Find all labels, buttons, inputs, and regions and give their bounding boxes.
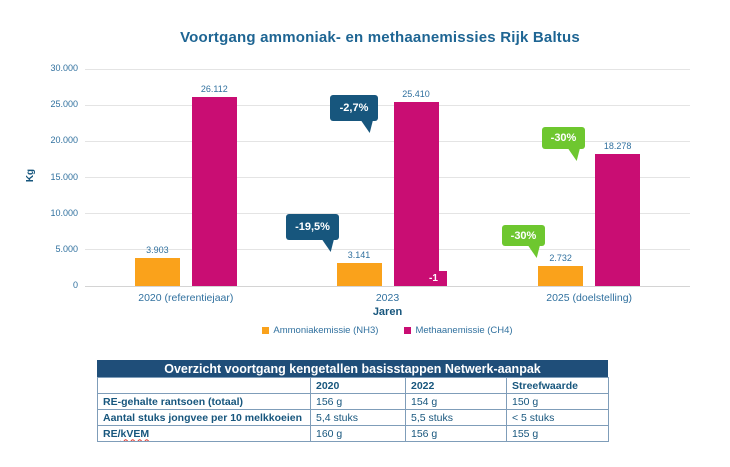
row-label-misspelled-word: kVEM <box>120 427 150 440</box>
row-label-re-kvem <box>98 426 311 442</box>
kpi-table-grid <box>97 377 609 442</box>
table-title: Overzicht voortgang kengetallen basisstappen Netwerk-aanpak <box>97 360 608 377</box>
gridline <box>85 69 690 70</box>
y-tick-label: 30.000 <box>50 63 78 73</box>
legend-item <box>404 325 512 336</box>
row-label-re-gehalte: RE-gehalte rantsoen (totaal) <box>98 394 311 410</box>
plot-area <box>85 69 690 286</box>
table-row <box>98 394 609 410</box>
chart-legend <box>85 325 690 336</box>
y-tick-label: 5.000 <box>55 243 78 254</box>
callout--30: -30% <box>542 127 585 149</box>
bar-value-label: 2.732 <box>549 253 572 264</box>
x-category-label: 2023 <box>375 292 400 304</box>
y-tick-label: 0 <box>72 280 78 290</box>
cell-value: 5,5 stuks <box>406 410 507 426</box>
legend-label: Ammoniakemissie (NH3) <box>273 325 379 336</box>
bar-ammoniak <box>135 258 180 286</box>
table-header-row <box>98 378 609 394</box>
bar-value-label: 3.903 <box>146 244 169 255</box>
bar-methaan <box>595 154 640 286</box>
kpi-table <box>97 360 608 442</box>
header-empty <box>98 378 311 394</box>
cell-value: 150 g <box>507 394 609 410</box>
bar-methaan <box>394 102 439 286</box>
cell-value: 155 g <box>507 426 609 442</box>
header-2020: 2020 <box>311 378 406 394</box>
x-category-label: 2025 (doelstelling) <box>546 292 633 304</box>
gridline <box>85 105 690 106</box>
header-2022: 2022 <box>406 378 507 394</box>
cell-value: 160 g <box>311 426 406 442</box>
table-row <box>98 410 609 426</box>
cell-value: 154 g <box>406 394 507 410</box>
y-tick-label: 15.000 <box>50 171 78 182</box>
chart-title: Voortgang ammoniak- en methaanemissies Rijk Baltus <box>180 29 580 46</box>
callout--27: -2,7% <box>330 95 378 121</box>
y-tick-label: 25.000 <box>50 99 78 110</box>
legend-item <box>262 325 378 336</box>
header-streefwaarde: Streefwaarde <box>507 378 609 394</box>
bar-value-label: 18.278 <box>603 140 632 151</box>
table-row <box>98 426 609 442</box>
callout--1: -1 <box>426 271 447 286</box>
legend-swatch <box>404 327 411 334</box>
bar-value-label: 26.112 <box>200 84 228 95</box>
bar-value-label: 3.141 <box>347 250 371 261</box>
cell-value: 156 g <box>406 426 507 442</box>
legend-swatch <box>262 327 269 334</box>
bar-ammoniak <box>337 263 382 286</box>
callout--195: -19,5% <box>286 214 339 240</box>
bar-ammoniak <box>538 266 583 286</box>
cell-value: 156 g <box>311 394 406 410</box>
callout--30: -30% <box>502 225 545 246</box>
bar-methaan <box>192 97 237 286</box>
x-category-label: 2020 (referentiejaar) <box>138 292 234 304</box>
legend-label: Methaanemissie (CH4) <box>415 325 513 336</box>
row-label-jongvee: Aantal stuks jongvee per 10 melkkoeien <box>98 410 311 426</box>
cell-value: < 5 stuks <box>507 410 609 426</box>
y-axis-title: Kg <box>25 168 37 183</box>
x-axis-title: Jaren <box>372 306 403 318</box>
bar-value-label: 25.410 <box>402 89 430 100</box>
cell-value: 5,4 stuks <box>311 410 406 426</box>
y-tick-label: 10.000 <box>50 207 78 218</box>
row-label-prefix: RE/ <box>103 427 121 440</box>
y-tick-label: 20.000 <box>50 135 78 146</box>
